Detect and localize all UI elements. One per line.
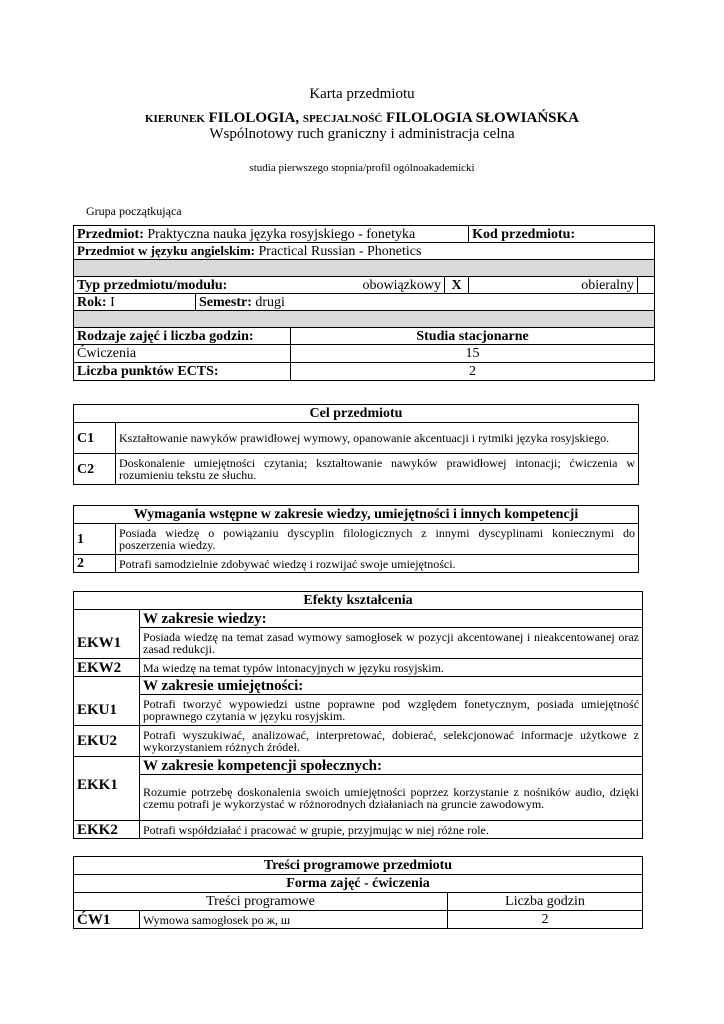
godzin-col-header: Liczba godzin: [448, 893, 643, 911]
wymagania-code: 2: [74, 555, 116, 573]
ects-label: Liczba punktów ECTS:: [74, 363, 291, 381]
efekty-code-spacer: [74, 757, 140, 775]
cel-code: C2: [74, 454, 116, 485]
efekty-code: EKU2: [74, 726, 140, 757]
efekty-table: [73, 591, 643, 839]
wymagania-text: Posiada wiedzę o powiązaniu dyscyplin filologicznych z innymi dyscyplinami koniecznymi do poszerzenia wiedzy.: [116, 524, 639, 555]
umiejetnosci-heading: W zakresie umiejętności:: [140, 677, 643, 695]
przedmiot-value: Praktyczna nauka języka rosyjskiego - fonetyka: [147, 226, 416, 242]
przedmiot-label: Przedmiot:: [77, 226, 144, 242]
obieralny-label: obieralny: [469, 277, 638, 294]
angielski-cell: [74, 243, 655, 260]
cel-heading: Cel przedmiotu: [74, 405, 639, 423]
kod-label: Kod przedmiotu:: [472, 226, 576, 242]
cel-table: [73, 404, 639, 485]
kompetencje-heading: W zakresie kompetencji społecznych:: [140, 757, 643, 775]
kod-cell: [469, 226, 655, 243]
grupa-label: Grupa początkująca: [86, 204, 182, 218]
efekty-text: Posiada wiedzę na temat zasad wymowy samogłosek w pozycji akcentowanej i nieakcentowanej oraz zasad redukcji.: [140, 628, 643, 659]
efekty-code: EKU1: [74, 695, 140, 726]
studia-line: studia pierwszego stopnia/profil ogólnoakademicki: [249, 162, 475, 174]
tresci-col-header: Treści programowe: [74, 893, 448, 911]
efekty-text: Potrafi tworzyć wypowiedzi ustne poprawne pod względem fonetycznym, posiada umiejętność poprawnego czytania w języku rosyjskim.: [140, 695, 643, 726]
course-info-table: [73, 225, 655, 381]
rok-label: Rok:: [77, 294, 107, 310]
wiedza-heading: W zakresie wiedzy:: [140, 610, 643, 628]
efekty-text: Rozumie potrzebę doskonalenia swoich umiejętności poprzez korzystanie z nośników audio, dzięki czemu potrafi je wykorzystać w różnorodnych działaniach na gruncie zawodowym.: [140, 775, 643, 821]
przedmiot-cell: [74, 226, 469, 243]
semestr-label: Semestr:: [199, 294, 252, 310]
kierunek-line: [0, 110, 724, 127]
tresci-hours: 2: [448, 911, 643, 929]
kierunek-value: FILOLOGIA,: [208, 110, 300, 126]
efekty-code-spacer: [74, 610, 140, 628]
tresci-table: [73, 856, 643, 929]
efekty-code: EKW1: [74, 628, 140, 659]
efekty-text: Ma wiedzę na temat typów intonacyjnych w języku rosyjskim.: [140, 659, 643, 677]
separator-row: [74, 260, 655, 277]
cel-text: Doskonalenie umiejętności czytania; kształtowanie nawyków prawidłowej intonacji; ćwiczenia w rozumieniu tekstu ze słuchu.: [116, 454, 639, 485]
specjalnosc-value: FILOLOGIA SŁOWIAŃSKA: [386, 110, 580, 126]
cel-text: Kształtowanie nawyków prawidłowej wymowy, opanowanie akcentuacji i rytmiki języka rosyjskiego.: [116, 423, 639, 454]
tresci-code: ĆW1: [74, 911, 140, 929]
rok-cell: [74, 294, 196, 311]
ects-value: 2: [291, 363, 655, 381]
wymagania-table: [73, 505, 639, 573]
wymagania-text: Potrafi samodzielnie zdobywać wiedzę i rozwijać swoje umiejętności.: [116, 555, 639, 573]
wymagania-code: 1: [74, 524, 116, 555]
angielski-label: Przedmiot w języku angielskim:: [77, 243, 256, 258]
semestr-cell: [196, 294, 655, 311]
rodzaje-label: Rodzaje zajęć i liczba godzin:: [74, 328, 291, 345]
forma-zajec: Forma zajęć - ćwiczenia: [74, 875, 643, 893]
obowiazkowy-mark: X: [445, 277, 469, 294]
semestr-value: drugi: [255, 294, 285, 310]
studia-stacjonarne-label: Studia stacjonarne: [291, 328, 655, 345]
cwiczenia-label: Ćwiczenia: [74, 345, 291, 363]
efekty-code: EKK2: [74, 821, 140, 839]
rok-value: I: [110, 294, 115, 310]
typ-label: Typ przedmiotu/modułu:: [74, 277, 291, 294]
efekty-code-spacer: [74, 677, 140, 695]
obowiazkowy-label: obowiązkowy: [291, 277, 445, 294]
cwiczenia-value: 15: [291, 345, 655, 363]
kierunek-label: KIERUNEK: [144, 113, 205, 125]
wymagania-heading: Wymagania wstępne w zakresie wiedzy, umiejętności i innych kompetencji: [74, 506, 639, 524]
specjalnosc-label: SPECJALNOŚĆ: [302, 113, 383, 125]
efekty-heading: Efekty kształcenia: [74, 592, 643, 610]
cel-code: C1: [74, 423, 116, 454]
efekty-text: Potrafi wyszukiwać, analizować, interpretować, dobierać, selekcjonować informacje użytkowe z wykorzystaniem różnych źródeł.: [140, 726, 643, 757]
angielski-value: Practical Russian - Phonetics: [258, 244, 422, 259]
efekty-text: Potrafi współdziałać i pracować w grupie, przyjmując w niej różne role.: [140, 821, 643, 839]
efekty-code: EKK1: [74, 775, 140, 821]
tresci-heading: Treści programowe przedmiotu: [74, 857, 643, 875]
obieralny-mark: [638, 277, 655, 294]
document-subtitle: Wspólnotowy ruch graniczny i administracja celna: [209, 126, 515, 142]
document-title: Karta przedmiotu: [309, 86, 415, 102]
efekty-code: EKW2: [74, 659, 140, 677]
tresci-text: Wymowa samogłosek po ж, ш: [140, 911, 448, 929]
separator-row: [74, 311, 655, 328]
